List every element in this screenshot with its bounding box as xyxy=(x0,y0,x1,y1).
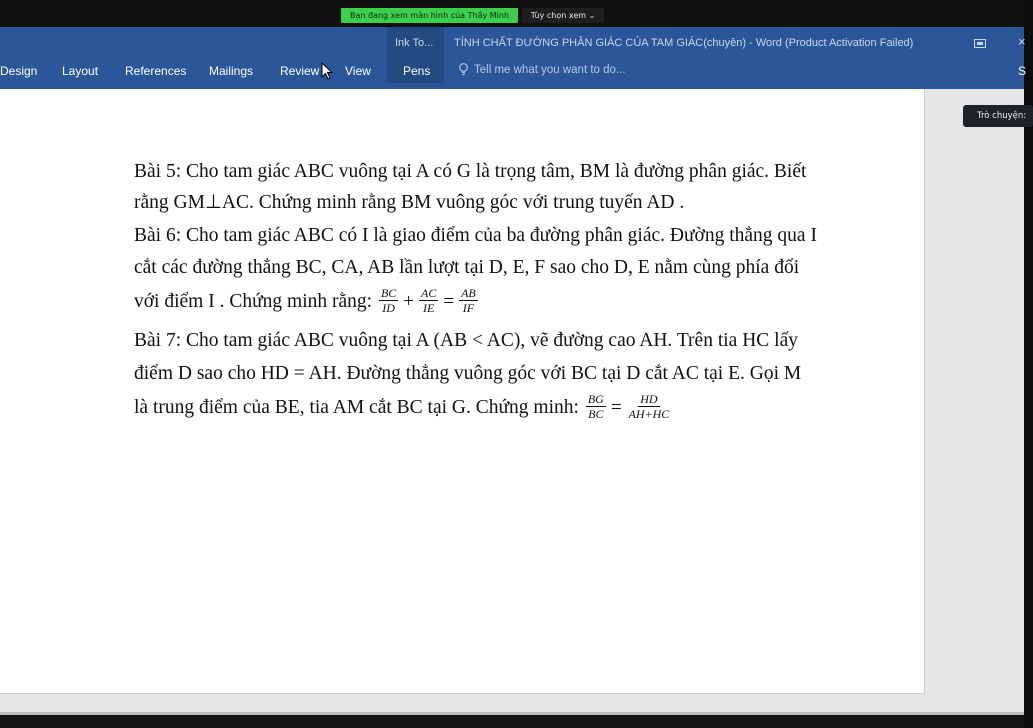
tab-review[interactable]: Review xyxy=(280,64,320,78)
exercise-6-prompt: với điểm I . Chứng minh rằng: xyxy=(134,291,373,312)
zoom-share-bar xyxy=(0,0,1024,27)
tab-references[interactable]: References xyxy=(125,64,187,78)
fraction-hd-ah-hc: $\frac{HD}{AH+HC}$ xyxy=(628,392,670,422)
tab-view[interactable]: View xyxy=(345,64,371,78)
plus-sign: + xyxy=(403,291,415,312)
lightbulb-icon xyxy=(458,63,469,76)
exercise-7-line-3 xyxy=(134,394,673,422)
exercise-7-line-1: Bài 7: Cho tam giác ABC vuông tại A (AB < AC), vẽ đường cao AH. Trên tia HC lấy xyxy=(134,330,798,351)
exercise-7-prompt: là trung điểm của BE, tia AM cắt BC tại G. Chứng minh: xyxy=(134,397,579,418)
share-tab-fragment[interactable]: S xyxy=(1018,64,1027,78)
exercise-6-line-2: cắt các đường thẳng BC, CA, AB lần lượt tại D, E, F sao cho D, E nằm cùng phía đối xyxy=(134,257,800,278)
mouse-cursor-icon xyxy=(321,62,333,80)
exercise-5-line-2: rằng GM⊥AC. Chứng minh rằng BM vuông góc với trung tuyến AD . xyxy=(134,192,685,213)
tab-design[interactable]: Design xyxy=(0,64,38,78)
tab-mailings[interactable]: Mailings xyxy=(209,64,254,78)
equals-sign: = xyxy=(443,291,455,312)
fraction-ac-ie: $\frac{AC}{IE}$ xyxy=(421,286,437,316)
tell-me-placeholder: Tell me what you want to do... xyxy=(474,63,626,76)
exercise-6-line-3 xyxy=(134,288,480,316)
view-options-button[interactable]: Tùy chọn xem ⌄ xyxy=(522,8,604,23)
equals-sign-7: = xyxy=(610,397,622,418)
ink-tools-label[interactable]: Ink To... xyxy=(395,37,434,49)
word-ribbon xyxy=(0,27,1027,89)
fraction-bg-bc: $\frac{BG}{BC}$ xyxy=(587,392,604,422)
fraction-ab-if: $\frac{AB}{IF}$ xyxy=(461,286,476,316)
tab-layout[interactable]: Layout xyxy=(62,64,99,78)
document-title: TÍNH CHẤT ĐƯỜNG PHÂN GIÁC CỦA TAM GIÁC(chuyên) - Word (Product Activation Failed) xyxy=(454,37,914,49)
tell-me-search[interactable] xyxy=(458,63,626,76)
fraction-bc-id: $\frac{BC}{ID}$ xyxy=(380,286,397,316)
screen-share-indicator: Bạn đang xem màn hình của Thầy Minh xyxy=(341,8,518,23)
ribbon-display-icon[interactable] xyxy=(974,39,986,48)
exercise-6-line-1: Bài 6: Cho tam giác ABC có I là giao điểm của ba đường phân giác. Đường thẳng qua I xyxy=(134,225,817,246)
zoom-bottom-bar xyxy=(0,715,1024,728)
exercise-5-line-1: Bài 5: Cho tam giác ABC vuông tại A có G là trọng tâm, BM là đường phân giác. Biết xyxy=(134,161,807,182)
chat-tooltip[interactable]: Trò chuyện: xyxy=(963,105,1033,127)
tab-pens[interactable]: Pens xyxy=(403,64,431,78)
exercise-7-line-2: điểm D sao cho HD = AH. Đường thẳng vuông góc với BC tại D cắt AC tại E. Gọi M xyxy=(134,363,802,384)
close-icon[interactable]: × xyxy=(1018,34,1026,49)
